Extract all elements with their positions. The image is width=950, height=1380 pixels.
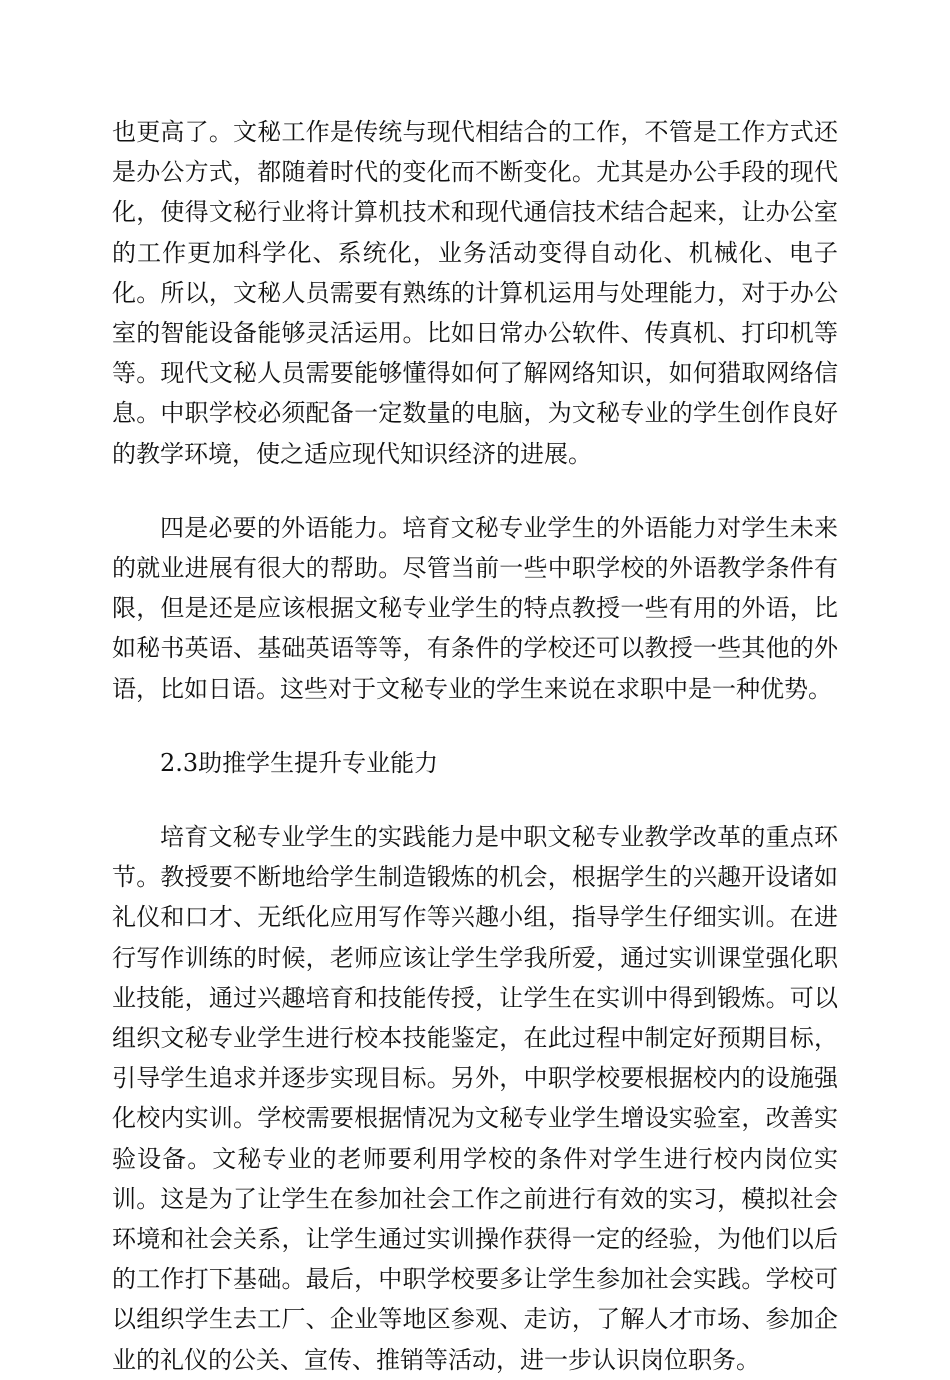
section-heading: 2.3助推学生提升专业能力 bbox=[160, 748, 439, 777]
document-page bbox=[112, 112, 838, 1380]
paragraph-practical-ability: 培育文秘专业学生的实践能力是中职文秘专业教学改革的重点环节。教授要不断地给学生制造锻炼的机会，根据学生的兴趣开设诸如礼仪和口才、无纸化应用写作等兴趣小组，指导学生仔细实训。在进行写作训练的时候，老师应该让学生学我所爱，通过实训课堂强化职业技能，通过兴趣培育和技能传授，让学生在实训中得到锻炼。可以组织文秘专业学生进行校本技能鉴定，在此过程中制定好预期目标，引导学生追求并逐步实现目标。另外，中职学校要根据校内的设施强化校内实训。学校需要根据情况为文秘专业学生增设实验室，改善实验设备。文秘专业的老师要利用学校的条件对学生进行校内岗位实训。这是为了让学生在参加社会工作之前进行有效的实习，模拟社会环境和社会关系，让学生通过实训操作获得一定的经验，为他们以后的工作打下基础。最后，中职学校要多让学生参加社会实践。学校可以组织学生去工厂、企业等地区参观、走访，了解人才市场、参加企业的礼仪的公关、宣传、推销等活动，进一步认识岗位职务。 bbox=[112, 823, 838, 1374]
paragraph-computer-skills: 也更高了。文秘工作是传统与现代相结合的工作，不管是工作方式还是办公方式，都随着时代的变化而不断变化。尤其是办公手段的现代化，使得文秘行业将计算机技术和现代通信技术结合起来，让办公室的工作更加科学化、系统化，业务活动变得自动化、机械化、电子化。所以，文秘人员需要有熟练的计算机运用与处理能力，对于办公室的智能设备能够灵活运用。比如日常办公软件、传真机、打印机等等。现代文秘人员需要能够懂得如何了解网络知识，如何猎取网络信息。中职学校必须配备一定数量的电脑，为文秘专业的学生创作良好的教学环境，使之适应现代知识经济的进展。 bbox=[112, 118, 838, 468]
paragraph-foreign-language: 四是必要的外语能力。培育文秘专业学生的外语能力对学生未来的就业进展有很大的帮助。尽管当前一些中职学校的外语教学条件有限，但是还是应该根据文秘专业学生的特点教授一些有用的外语，比如秘书英语、基础英语等等，有条件的学校还可以教授一些其他的外语，比如日语。这些对于文秘专业的学生来说在求职中是一种优势。 bbox=[112, 513, 838, 703]
